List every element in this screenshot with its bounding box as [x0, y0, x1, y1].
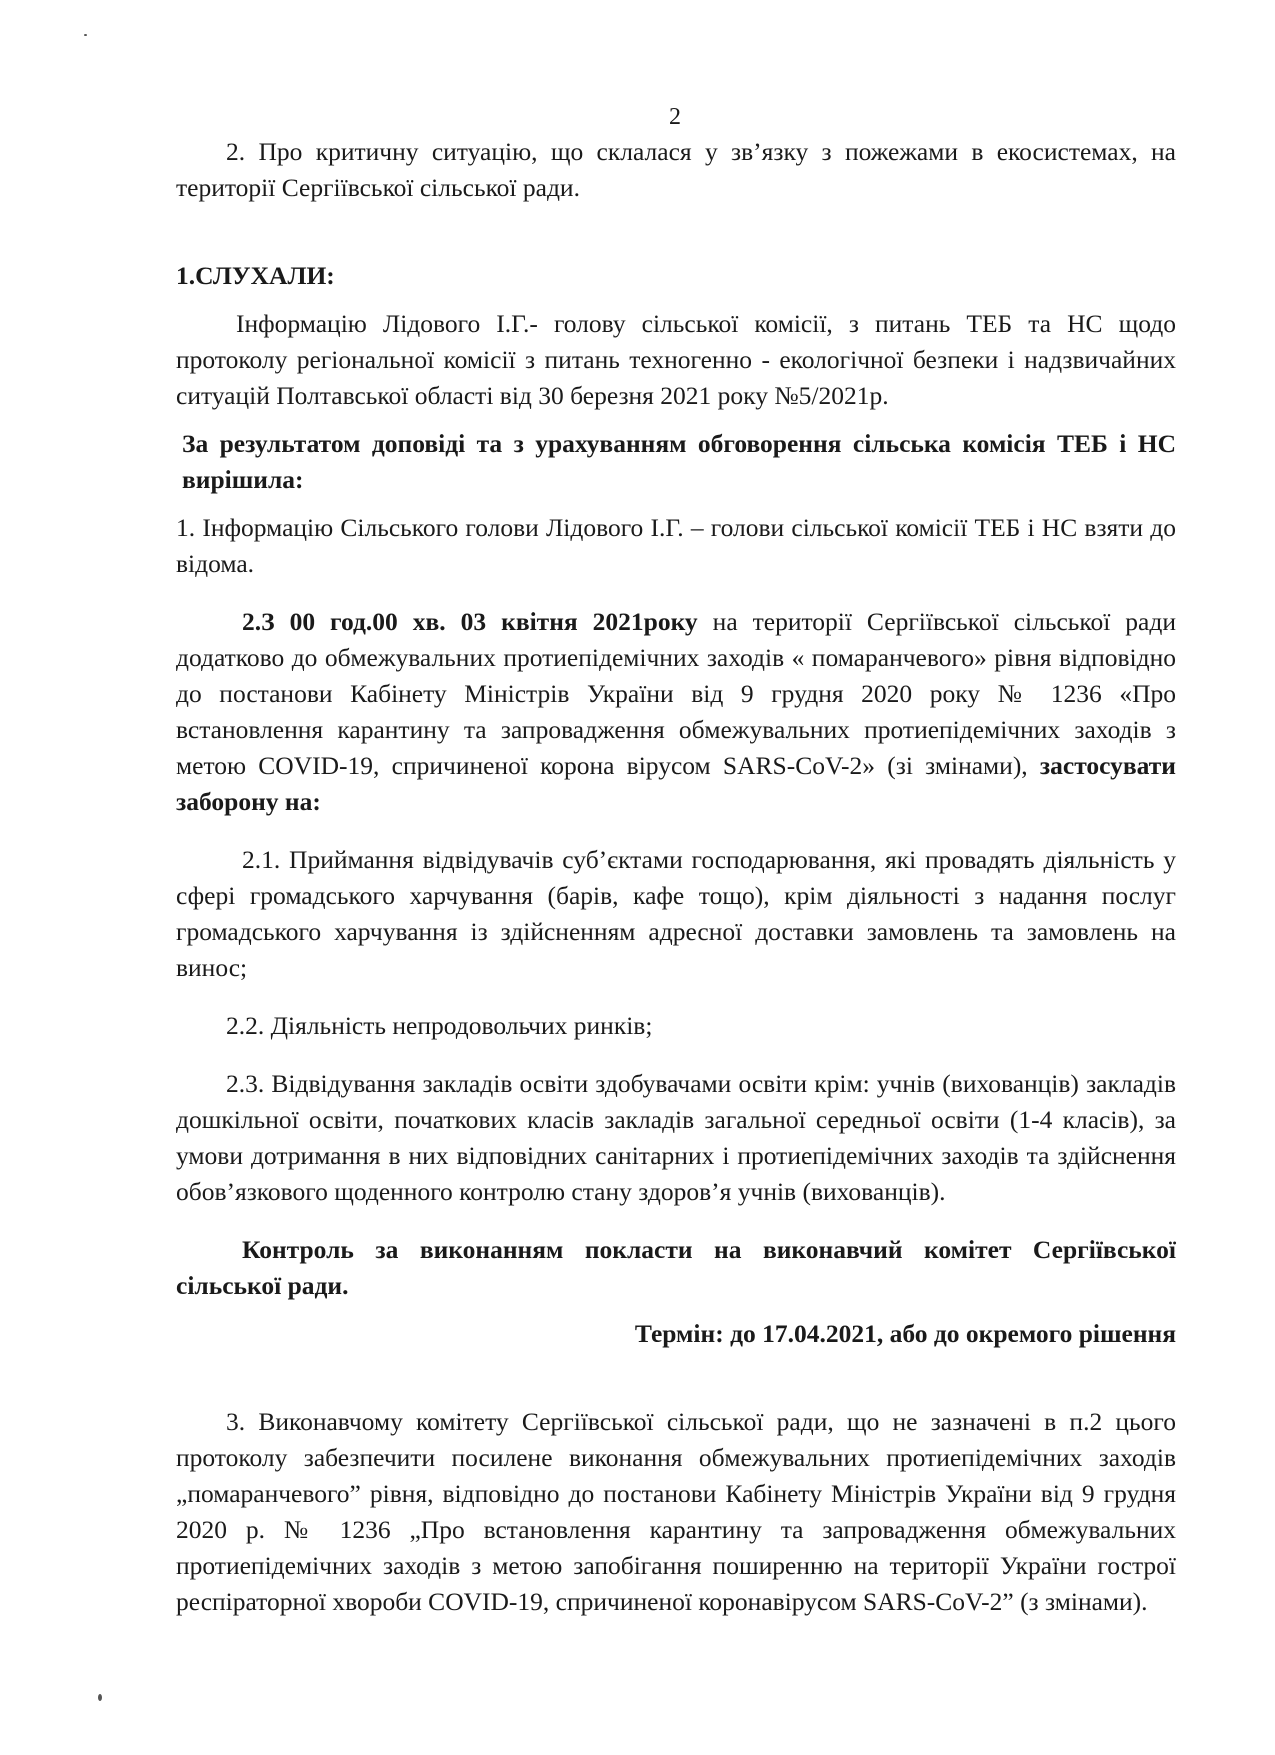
scan-speck [84, 34, 87, 36]
point-3: 3. Виконавчому комітету Сергіївської сільської ради, що не зазначені в п.2 цього протоколу забезпечити посилене виконання обмежувальних протиепідемічних заходів „помаранчевого” рівня, відповідно до постанови Кабінету Міністрів України від 9 грудня 2020 р. № 1236 „Про встановлення карантину та запровадження обмежувальних протиепідемічних заходів з метою запобігання поширенню на території України гострої респіраторної хвороби COVID-19, спричиненої коронавірусом SARS-CoV-2” (з змінами). [176, 1407, 1176, 1616]
point-1: 1. Інформацію Сільського голови Лідового І.Г. – голови сільської комісії ТЕБ і НС взяти до відома. [176, 513, 1176, 578]
control-paragraph: Контроль за виконанням покласти на виконавчий комітет Сергіївської сільської ради. [176, 1235, 1176, 1300]
point-2-2: 2.2. Діяльність непродовольчих ринків; [226, 1011, 653, 1040]
point-2 [176, 604, 1176, 820]
point-2-ban: застосувати заборону на: [176, 751, 1176, 816]
decided-heading: За результатом доповіді та з урахуванням обговорення сільська комісія ТЕБ і НС вирішила: [182, 429, 1176, 494]
point-2-3: 2.3. Відвідування закладів освіти здобувачами освіти крім: учнів (вихованців) закладів дошкільної освіти, початкових класів закладів загальної середньої освіти (1-4 класів), за умови дотримання в них відповідних санітарних і протиепідемічних заходів та здійснення обов’язкового щоденного контролю стану здоров’я учнів (вихованців). [176, 1069, 1176, 1206]
point-2-date: 2.З 00 год.00 хв. 03 квітня 2021року [242, 607, 698, 636]
heard-text: Інформацію Лідового І.Г.- голову сільської комісії, з питань ТЕБ та НС щодо протоколу регіональної комісії з питань техногенно - екологічної безпеки і надзвичайних ситуацій Полтавської області від 30 березня 2021 року №5/2021р. [176, 309, 1176, 410]
agenda-item-2: 2. Про критичну ситуацію, що склалася у зв’язку з пожежами в екосистемах, на території Сергіївської сільської ради. [176, 137, 1176, 202]
deadline: Термін: до 17.04.2021, або до окремого рішення [634, 1319, 1176, 1348]
scan-speck [98, 1694, 102, 1701]
point-2-1: 2.1. Приймання відвідувачів суб’єктами господарювання, які провадять діяльність у сфері громадського харчування (барів, кафе тощо), крім діяльності з надання послуг громадського харчування із здійсненням адресної доставки замовлень та замовлень на винос; [176, 845, 1176, 982]
page-number: 2 [669, 104, 681, 130]
point-2-text: на території Сергіївської сільської ради додатково до обмежувальних протиепідемічних заходів « помаранчевого» рівня відповідно до постанови Кабінету Міністрів України від 9 грудня 2020 року № 1236 «Про встановлення карантину та запровадження обмежувальних протиепідемічних заходів з метою COVID-19, спричиненої корона вірусом SARS-CoV-2» (зі змінами), [176, 607, 1177, 780]
heard-heading: 1.СЛУХАЛИ: [176, 261, 335, 290]
document-body [176, 134, 1176, 1620]
